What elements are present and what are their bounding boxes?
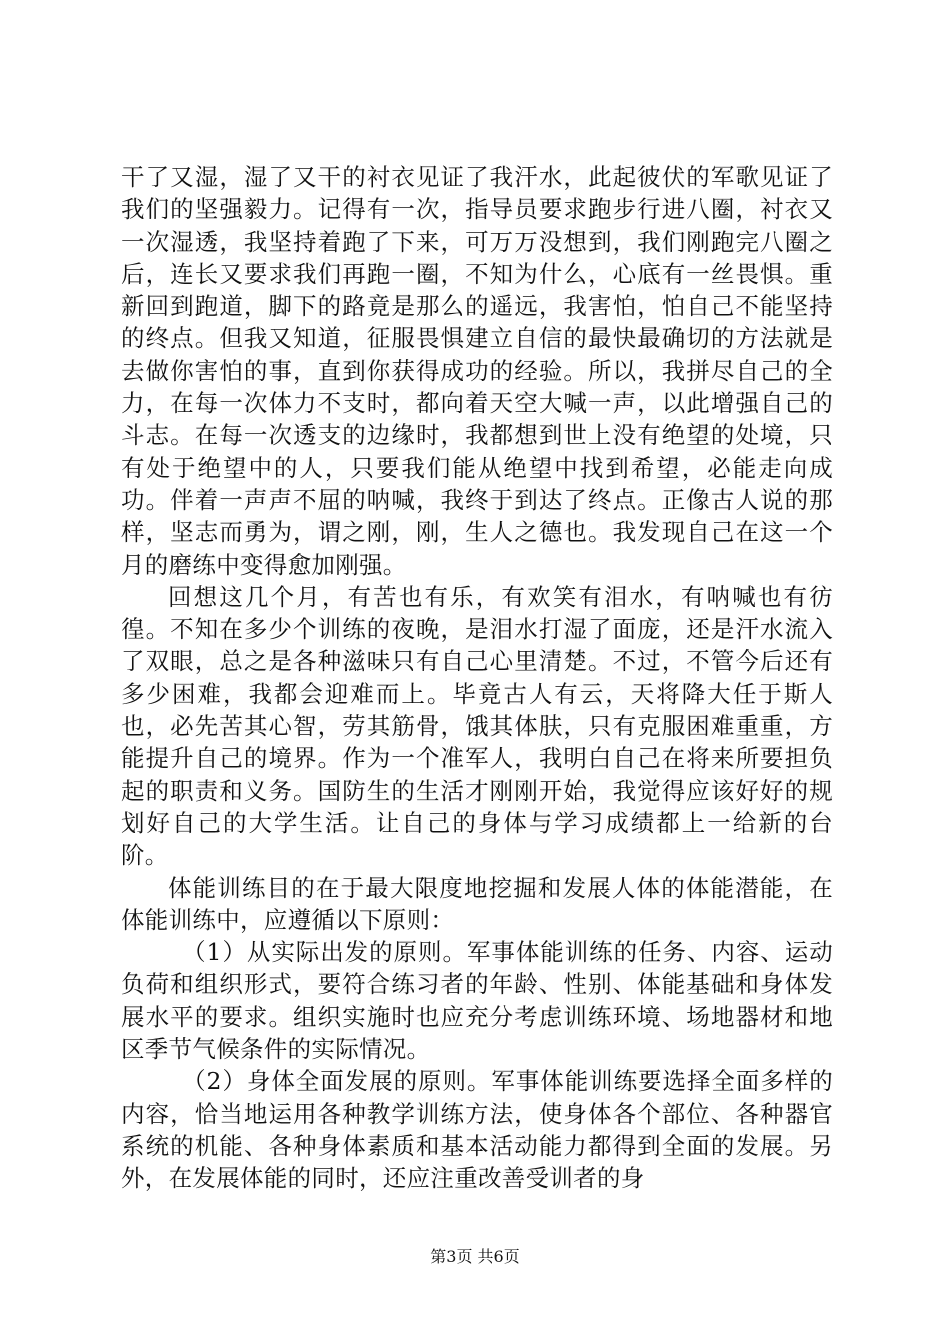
paragraph-principle-1: （1）从实际出发的原则。军事体能训练的任务、内容、运动负荷和组织形式，要符合练习者的年龄、性别、体能基础和身体发展水平的要求。组织实施时也应充分考虑训练环境、场地器材和地区季节气候条件的实际情况。 [121,938,833,1064]
paragraph-reflection: 回想这几个月，有苦也有乐，有欢笑有泪水，有呐喊也有彷徨。不知在多少个训练的夜晚，是泪水打湿了面庞，还是汗水流入了双眼，总之是各种滋味只有自己心里清楚。不过，不管今后还有多少困难，我都会迎难而上。毕竟古人有云，天将降大任于斯人也，必先苦其心智，劳其筋骨，饿其体肤，只有克服困难重重，方能提升自己的境界。作为一个准军人，我明白自己在将来所要担负起的职责和义务。国防生的生活才刚刚开始，我觉得应该好好的规划好自己的大学生活。让自己的身体与学习成绩都上一给新的台阶。 [121,582,833,870]
paragraph-continued: 干了又湿，湿了又干的衬衣见证了我汗水，此起彼伏的军歌见证了我们的坚强毅力。记得有一次，指导员要求跑步行进八圈，衬衣又一次湿透，我坚持着跑了下来，可万万没想到，我们刚跑完八圈之后，连长又要求我们再跑一圈，不知为什么，心底有一丝畏惧。重新回到跑道，脚下的路竟是那么的遥远，我害怕，怕自己不能坚持的终点。但我又知道，征服畏惧建立自信的最快最确切的方法就是去做你害怕的事，直到你获得成功的经验。所以，我拼尽自己的全力，在每一次体力不支时，都向着天空大喊一声，以此增强自己的斗志。在每一次透支的边缘时，我都想到世上没有绝望的处境，只有处于绝望中的人，只要我们能从绝望中找到希望，必能走向成功。伴着一声声不屈的呐喊，我终于到达了终点。正像古人说的那样，坚志而勇为，谓之刚，刚，生人之德也。我发现自己在这一个月的磨练中变得愈加刚强。 [121,163,833,579]
paragraph-training-purpose: 体能训练目的在于最大限度地挖掘和发展人体的体能潜能，在体能训练中，应遵循以下原则： [121,873,833,934]
paragraph-principle-2: （2）身体全面发展的原则。军事体能训练要选择全面多样的内容，恰当地运用各种教学训练方法，使身体各个部位、各种器官系统的机能、各种身体素质和基本活动能力都得到全面的发展。另外，在发展体能的同时，还应注重改善受训者的身 [121,1067,833,1193]
document-body [121,161,833,1195]
page-number-footer: 第3页 共6页 [430,1247,520,1266]
